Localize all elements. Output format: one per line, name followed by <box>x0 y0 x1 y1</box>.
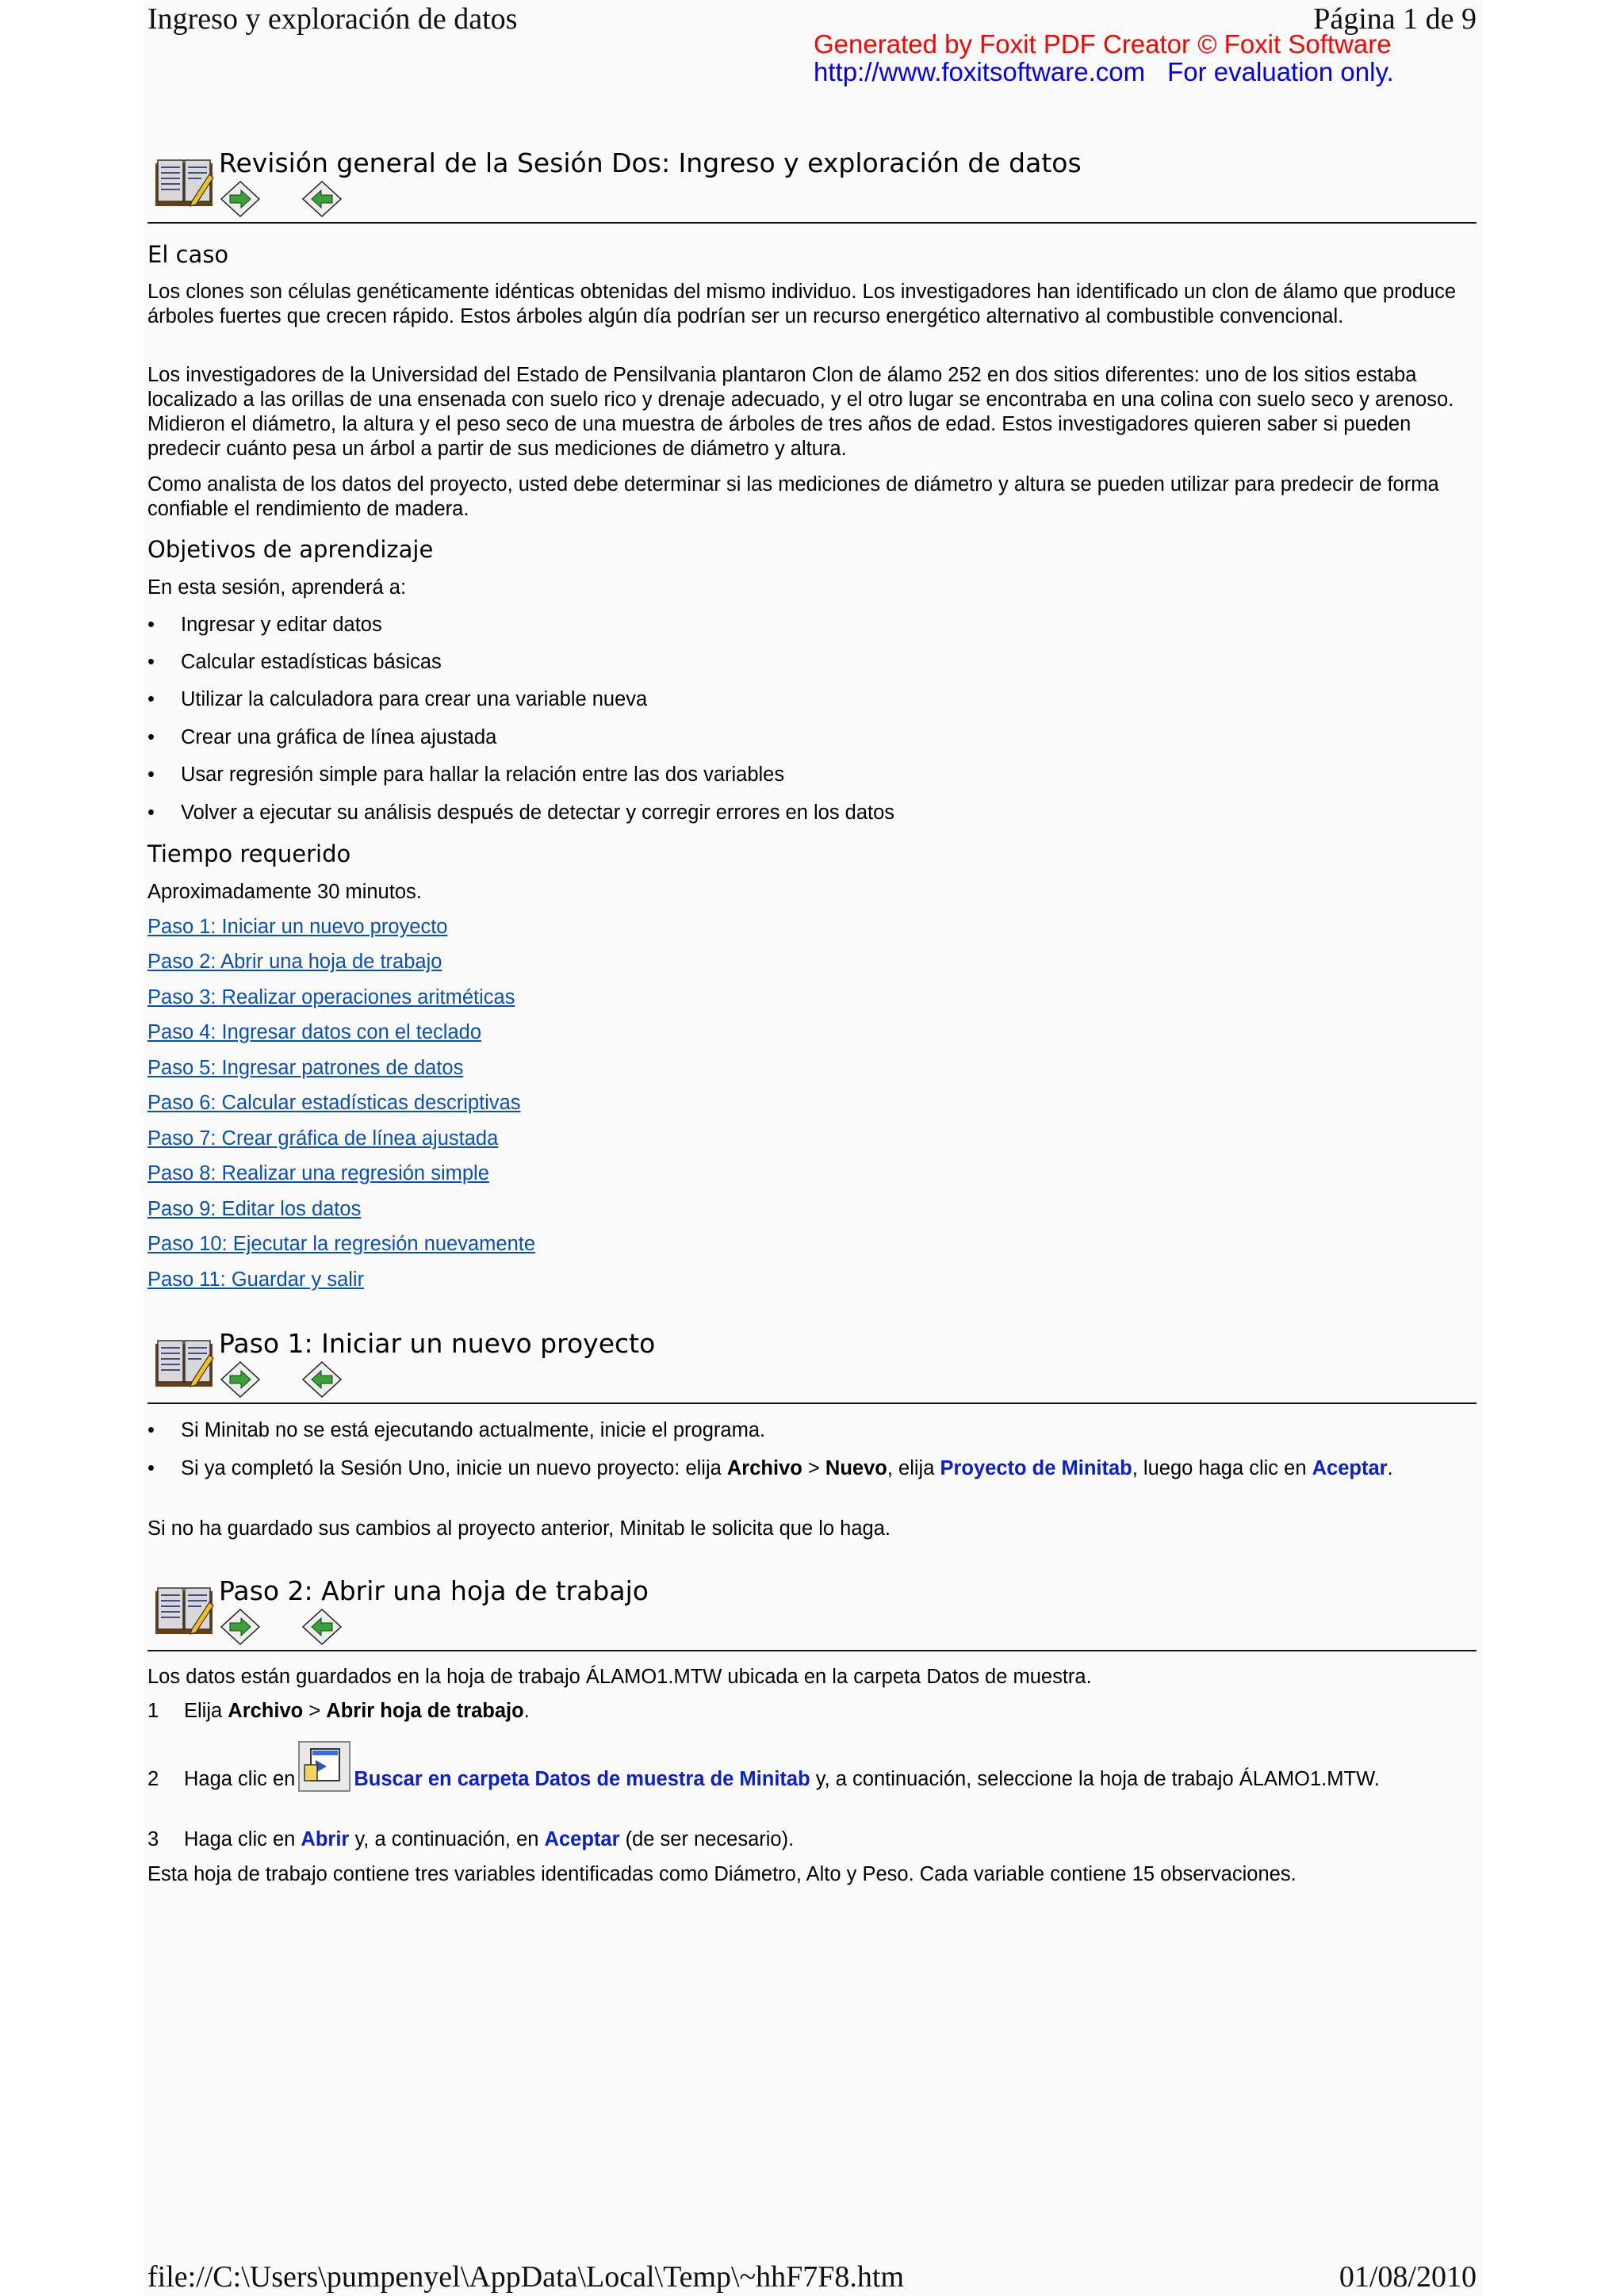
arrow-right-icon[interactable] <box>302 1609 342 1645</box>
arrow-left-icon[interactable] <box>220 1361 260 1398</box>
option-proyecto-minitab: Proyecto de Minitab <box>940 1457 1132 1479</box>
objectives-intro: En esta sesión, aprenderá a: <box>147 576 407 599</box>
footer-file-path: file://C:\Users\pumpenyel\AppData\Local\Temp\~hhF7F8.htm <box>147 2260 905 2294</box>
section-title: Paso 1: Iniciar un nuevo proyecto <box>219 1328 656 1359</box>
link-paso-7[interactable]: Paso 7: Crear gráfica de línea ajustada <box>147 1127 499 1150</box>
step1-note: Si no ha guardado sus cambios al proyecto anterior, Minitab le solicita que lo haga. <box>147 1517 891 1540</box>
section-title: Revisión general de la Sesión Dos: Ingreso y exploración de datos <box>219 147 1082 178</box>
time-text: Aproximadamente 30 minutos. <box>147 881 422 903</box>
link-paso-10[interactable]: Paso 10: Ejecutar la regresión nuevamente <box>147 1233 536 1255</box>
browse-sample-data-label: Buscar en carpeta Datos de muestra de Minitab <box>354 1768 810 1790</box>
link-paso-4[interactable]: Paso 4: Ingresar datos con el teclado <box>147 1021 482 1043</box>
link-paso-5[interactable]: Paso 5: Ingresar patrones de datos <box>147 1057 464 1079</box>
link-paso-8[interactable]: Paso 8: Realizar una regresión simple <box>147 1162 489 1184</box>
arrow-left-icon[interactable] <box>220 181 260 217</box>
browse-folder-icon[interactable] <box>298 1741 350 1792</box>
menu-abrir-hoja: Abrir hoja de trabajo <box>326 1700 524 1722</box>
link-paso-2[interactable]: Paso 2: Abrir una hoja de trabajo <box>147 951 442 973</box>
book-icon <box>154 1336 214 1388</box>
menu-archivo: Archivo <box>726 1457 802 1479</box>
link-paso-11[interactable]: Paso 11: Guardar y salir <box>147 1269 365 1291</box>
section-header-step1 <box>147 1328 1477 1399</box>
step2-outro: Esta hoja de trabajo contiene tres variables identificadas como Diámetro, Alto y Peso. Cada variable contiene 15 observaciones. <box>147 1863 1297 1885</box>
book-icon <box>154 155 214 208</box>
watermark-url[interactable]: http://www.foxitsoftware.com <box>814 57 1146 86</box>
section-header-overview <box>147 147 1477 219</box>
case-paragraph-2: Los investigadores de la Universidad del Estado de Pensilvania plantaron Clon de álamo 252 en dos sitios diferentes: uno de los sitios estaba localizado a las orillas de una ensenada con suelo rico y drenaje adecuado, y el otro lugar se encontraba en una colina con suelo seco y arenoso. Midieron el diámetro, la altura y el peso seco de una muestra de árboles de tres años de edad. Estos investigadores quieren saber si pueden predecir cuánto pesa un árbol a partir de sus mediciones de diámetro y altura. <box>147 364 1454 460</box>
page-number: Página 1 de 9 <box>1313 2 1477 36</box>
foxit-watermark <box>814 30 1394 86</box>
page-header-title: Ingreso y exploración de datos <box>147 2 518 36</box>
menu-archivo: Archivo <box>228 1700 304 1722</box>
case-heading: El caso <box>147 241 229 268</box>
button-aceptar-ref: Aceptar <box>544 1828 620 1850</box>
section-header-step2 <box>147 1575 1477 1647</box>
section-title: Paso 2: Abrir una hoja de trabajo <box>219 1575 649 1606</box>
watermark-eval: For evaluation only. <box>1167 57 1394 86</box>
section-divider <box>147 222 1477 224</box>
link-paso-3[interactable]: Paso 3: Realizar operaciones aritméticas <box>147 986 515 1008</box>
button-aceptar-ref: Aceptar <box>1312 1457 1388 1479</box>
arrow-right-icon[interactable] <box>302 1361 342 1398</box>
case-paragraph-1: Los clones son células genéticamente idénticas obtenidas del mismo individuo. Los investigadores han identificado un clon de álamo que produce árboles fuertes que crecen rápido. Estos árboles algún día podrían ser un recurso energético alternativo al combustible convencional. <box>147 281 1457 327</box>
objectives-heading: Objetivos de aprendizaje <box>147 536 434 563</box>
arrow-left-icon[interactable] <box>220 1609 260 1645</box>
case-paragraph-3: Como analista de los datos del proyecto, usted debe determinar si las mediciones de diámetro y altura se pueden utilizar para predecir de forma confiable el rendimiento de madera. <box>147 473 1439 520</box>
link-paso-6[interactable]: Paso 6: Calcular estadísticas descriptivas <box>147 1092 521 1114</box>
section-divider <box>147 1650 1477 1651</box>
watermark-line: Generated by Foxit PDF Creator © Foxit Software <box>814 29 1392 59</box>
arrow-right-icon[interactable] <box>302 181 342 217</box>
time-heading: Tiempo requerido <box>147 840 351 867</box>
link-paso-1[interactable]: Paso 1: Iniciar un nuevo proyecto <box>147 916 448 938</box>
footer-date: 01/08/2010 <box>1339 2260 1477 2294</box>
book-icon <box>154 1583 214 1636</box>
step2-intro: Los datos están guardados en la hoja de trabajo ÁLAMO1.MTW ubicada en la carpeta Datos de muestra. <box>147 1666 1092 1688</box>
section-divider <box>147 1402 1477 1404</box>
link-paso-9[interactable]: Paso 9: Editar los datos <box>147 1198 362 1220</box>
menu-nuevo: Nuevo <box>825 1457 887 1479</box>
button-abrir-ref: Abrir <box>301 1828 350 1850</box>
